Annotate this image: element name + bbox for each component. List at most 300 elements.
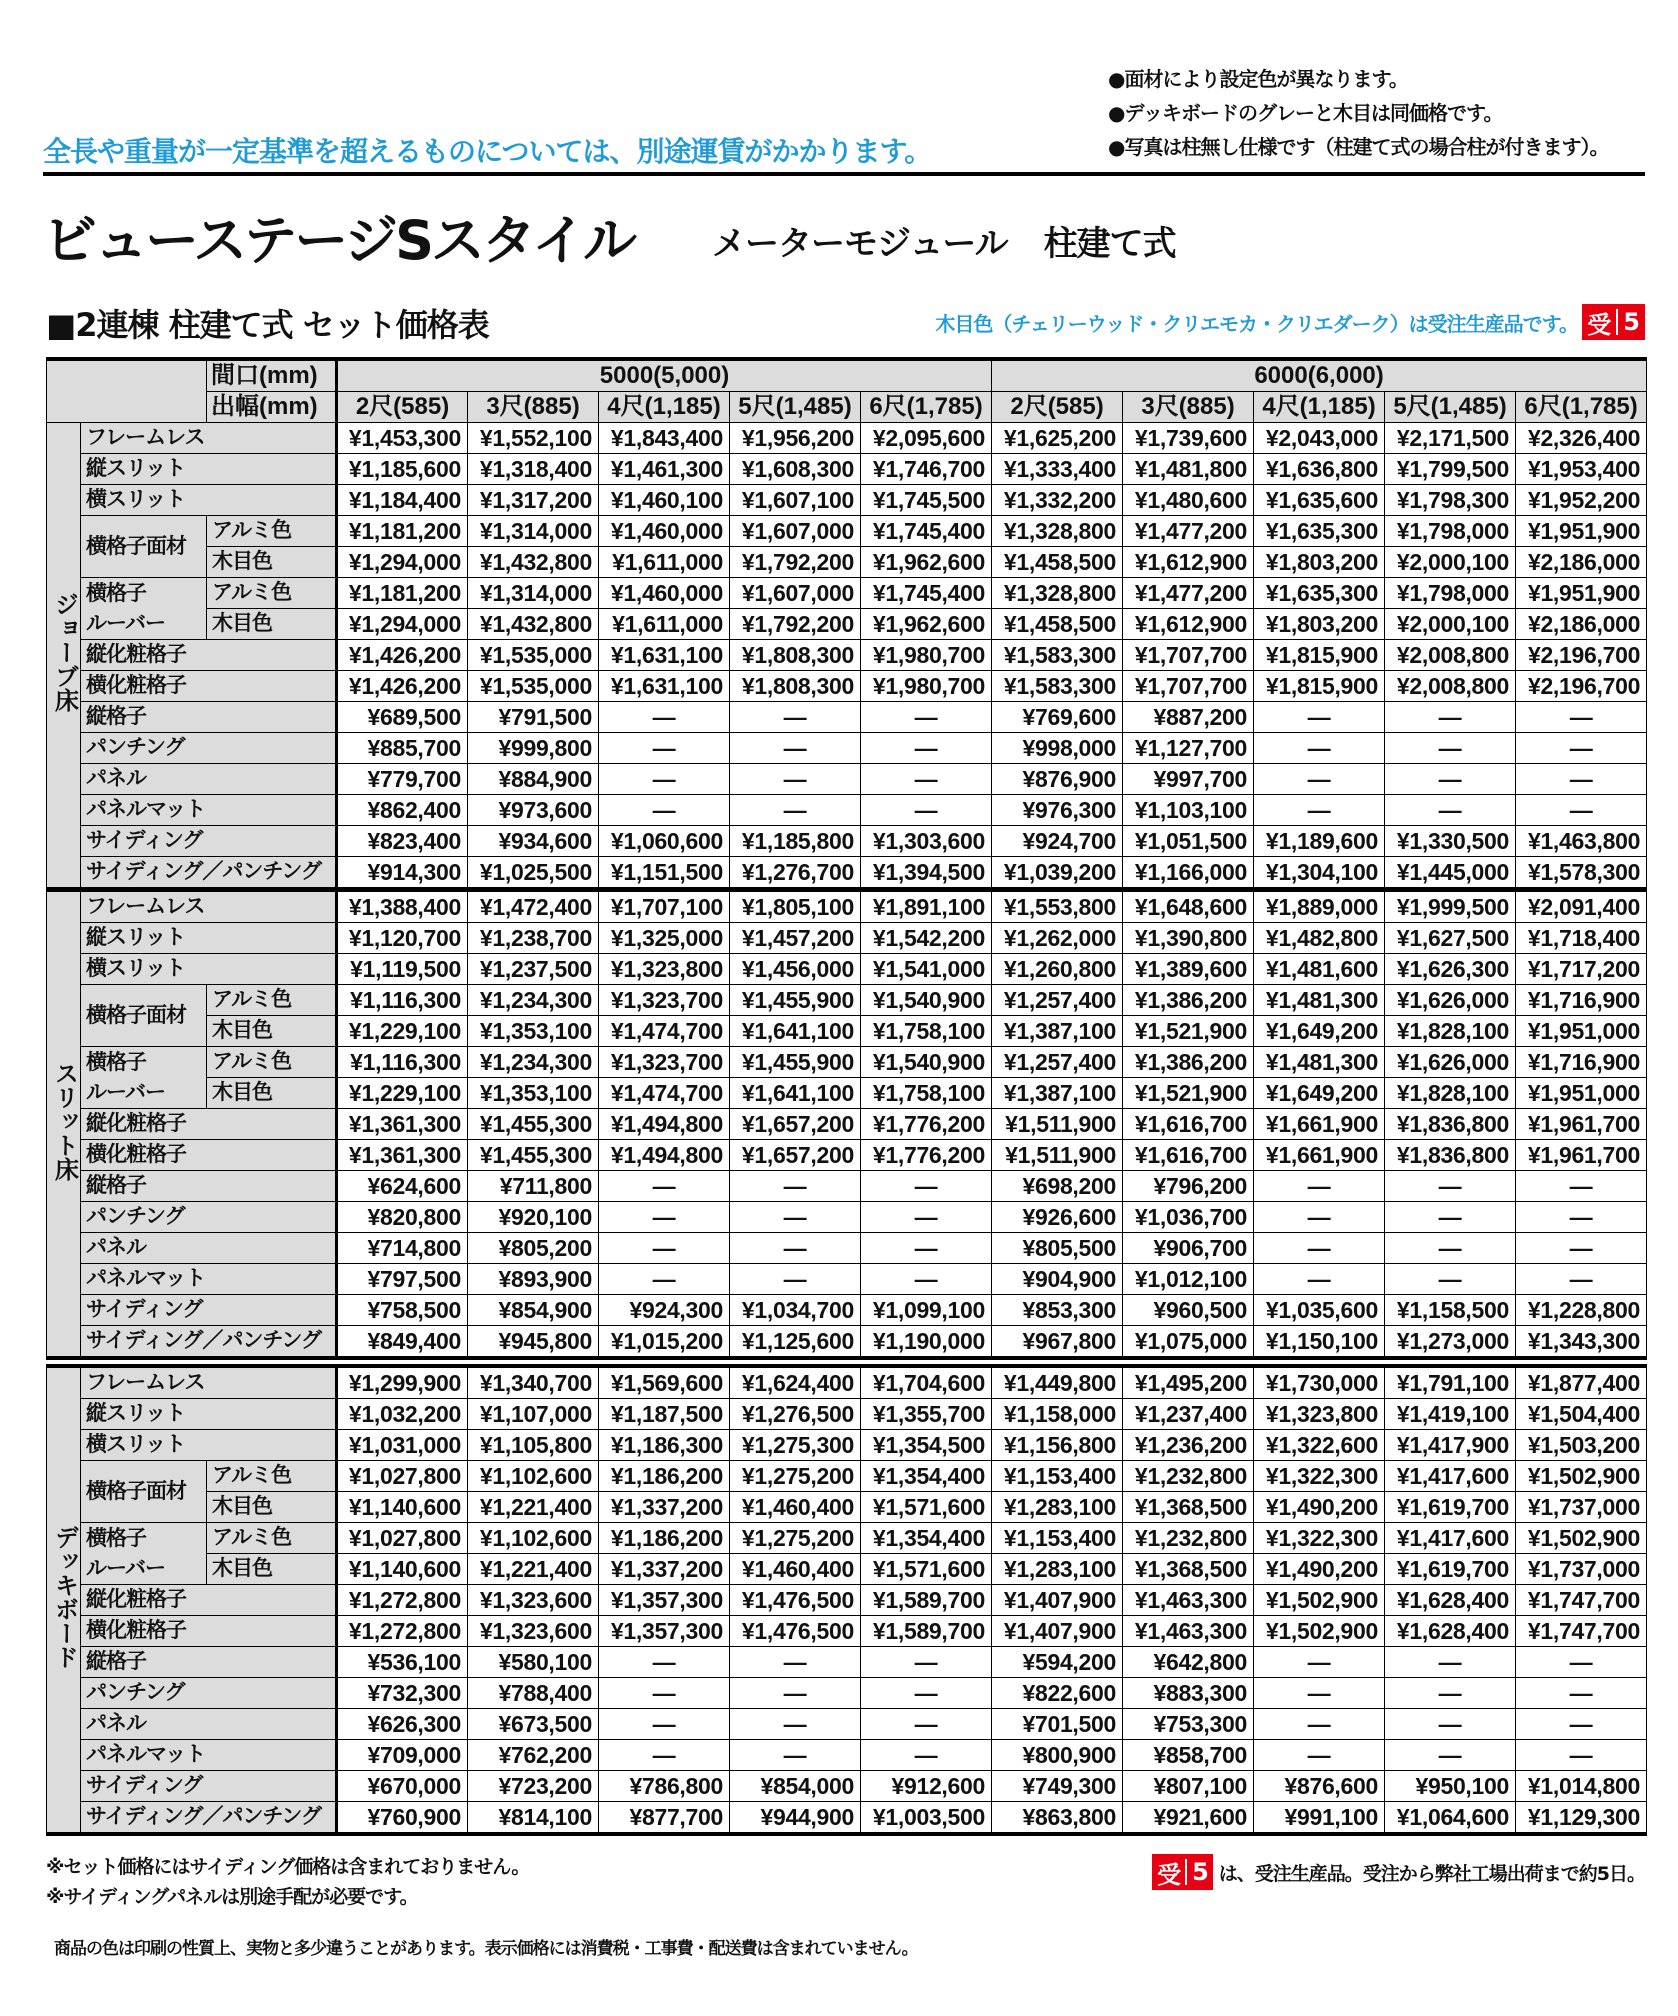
price-cell: ¥1,455,300 bbox=[468, 1109, 599, 1140]
price-cell: ¥1,474,700 bbox=[599, 1016, 730, 1047]
width-header: 6000(6,000) bbox=[992, 359, 1647, 392]
price-cell: — bbox=[861, 1709, 992, 1740]
price-cell: — bbox=[730, 1678, 861, 1709]
price-cell: ¥1,458,500 bbox=[992, 547, 1123, 578]
price-cell: — bbox=[730, 1740, 861, 1771]
price-cell: ¥1,463,800 bbox=[1516, 826, 1647, 857]
price-cell: ¥1,461,300 bbox=[599, 454, 730, 485]
price-cell: — bbox=[730, 733, 861, 764]
price-cell: ¥1,151,500 bbox=[599, 857, 730, 890]
price-cell: ¥1,260,800 bbox=[992, 954, 1123, 985]
price-cell: ¥1,273,000 bbox=[1385, 1326, 1516, 1359]
row-label: 縦スリット bbox=[81, 454, 337, 485]
price-cell: ¥1,075,000 bbox=[1123, 1326, 1254, 1359]
price-cell: ¥1,657,200 bbox=[730, 1109, 861, 1140]
price-cell: ¥1,027,800 bbox=[337, 1461, 468, 1492]
table-row bbox=[47, 1016, 1647, 1047]
row-group-label: 横格子面材 bbox=[81, 516, 207, 578]
price-cell: ¥1,116,300 bbox=[337, 1047, 468, 1078]
floor-type-text: ジョーブ床 bbox=[50, 591, 78, 712]
price-cell: ¥1,502,900 bbox=[1254, 1585, 1385, 1616]
price-cell: ¥967,800 bbox=[992, 1326, 1123, 1359]
table-row bbox=[47, 1616, 1647, 1647]
price-cell: ¥1,234,300 bbox=[468, 1047, 599, 1078]
price-cell: ¥1,060,600 bbox=[599, 826, 730, 857]
price-cell: ¥1,458,500 bbox=[992, 609, 1123, 640]
table-row bbox=[47, 516, 1647, 547]
price-cell: ¥1,460,400 bbox=[730, 1554, 861, 1585]
price-cell: ¥1,747,700 bbox=[1516, 1585, 1647, 1616]
price-cell: ¥1,980,700 bbox=[861, 640, 992, 671]
price-cell: ¥1,552,100 bbox=[468, 423, 599, 454]
row-label: 縦格子 bbox=[81, 702, 337, 733]
price-cell: ¥1,716,900 bbox=[1516, 1047, 1647, 1078]
price-cell: ¥1,390,800 bbox=[1123, 923, 1254, 954]
price-cell: ¥1,482,800 bbox=[1254, 923, 1385, 954]
price-cell: ¥1,540,900 bbox=[861, 985, 992, 1016]
price-cell: ¥823,400 bbox=[337, 826, 468, 857]
price-cell: ¥997,700 bbox=[1123, 764, 1254, 795]
price-cell: ¥991,100 bbox=[1254, 1802, 1385, 1835]
price-cell: — bbox=[1516, 795, 1647, 826]
price-cell: ¥1,951,000 bbox=[1516, 1016, 1647, 1047]
price-cell: ¥1,185,800 bbox=[730, 826, 861, 857]
price-cell: — bbox=[1385, 1202, 1516, 1233]
price-cell: ¥1,426,200 bbox=[337, 671, 468, 702]
price-cell: — bbox=[599, 1264, 730, 1295]
table-row bbox=[47, 1771, 1647, 1802]
table-row bbox=[47, 1233, 1647, 1264]
price-section-table bbox=[46, 1364, 1647, 1836]
price-cell: ¥1,626,000 bbox=[1385, 1047, 1516, 1078]
row-label: フレームレス bbox=[81, 423, 337, 454]
price-cell: ¥714,800 bbox=[337, 1233, 468, 1264]
price-cell: ¥1,158,500 bbox=[1385, 1295, 1516, 1326]
price-cell: ¥1,641,100 bbox=[730, 1078, 861, 1109]
price-cell: ¥1,027,800 bbox=[337, 1523, 468, 1554]
price-cell: ¥1,641,100 bbox=[730, 1016, 861, 1047]
row-label: パネル bbox=[81, 1233, 337, 1264]
price-cell: — bbox=[1254, 702, 1385, 733]
price-cell: — bbox=[1254, 1740, 1385, 1771]
price-cell: ¥1,189,600 bbox=[1254, 826, 1385, 857]
price-cell: ¥1,791,100 bbox=[1385, 1366, 1516, 1399]
row-sub-label: 木目色 bbox=[207, 1078, 337, 1109]
price-cell: — bbox=[1516, 1709, 1647, 1740]
price-cell: ¥1,503,200 bbox=[1516, 1430, 1647, 1461]
price-cell: ¥1,583,300 bbox=[992, 671, 1123, 702]
price-cell: ¥624,600 bbox=[337, 1171, 468, 1202]
price-cell: ¥1,571,600 bbox=[861, 1492, 992, 1523]
price-cell: ¥2,326,400 bbox=[1516, 423, 1647, 454]
price-cell: — bbox=[861, 1678, 992, 1709]
price-cell: ¥1,229,100 bbox=[337, 1078, 468, 1109]
price-cell: ¥1,511,900 bbox=[992, 1140, 1123, 1171]
price-cell: ¥1,237,500 bbox=[468, 954, 599, 985]
price-cell: — bbox=[730, 1264, 861, 1295]
price-cell: ¥1,156,800 bbox=[992, 1430, 1123, 1461]
price-cell: ¥1,612,900 bbox=[1123, 547, 1254, 578]
price-cell: ¥1,502,900 bbox=[1516, 1461, 1647, 1492]
price-cell: ¥1,619,700 bbox=[1385, 1492, 1516, 1523]
price-cell: ¥1,283,100 bbox=[992, 1492, 1123, 1523]
price-cell: ¥1,953,400 bbox=[1516, 454, 1647, 485]
projection-header: 5尺(1,485) bbox=[1385, 392, 1516, 423]
price-cell: ¥1,716,900 bbox=[1516, 985, 1647, 1016]
price-cell: ¥1,616,700 bbox=[1123, 1109, 1254, 1140]
price-cell: ¥1,140,600 bbox=[337, 1492, 468, 1523]
price-cell: ¥1,332,200 bbox=[992, 485, 1123, 516]
price-cell: ¥1,354,500 bbox=[861, 1430, 992, 1461]
price-cell: — bbox=[730, 764, 861, 795]
price-cell: ¥1,891,100 bbox=[861, 890, 992, 923]
price-cell: ¥1,636,800 bbox=[1254, 454, 1385, 485]
table-row bbox=[47, 1523, 1647, 1554]
price-cell: ¥1,649,200 bbox=[1254, 1016, 1385, 1047]
price-cell: ¥1,542,200 bbox=[861, 923, 992, 954]
projection-header: 3尺(885) bbox=[468, 392, 599, 423]
price-cell: — bbox=[1385, 733, 1516, 764]
price-cell: ¥1,353,100 bbox=[468, 1078, 599, 1109]
price-cell: ¥973,600 bbox=[468, 795, 599, 826]
price-cell: ¥1,541,000 bbox=[861, 954, 992, 985]
price-cell: ¥807,100 bbox=[1123, 1771, 1254, 1802]
price-cell: ¥944,900 bbox=[730, 1802, 861, 1835]
table-row bbox=[47, 857, 1647, 890]
price-cell: ¥950,100 bbox=[1385, 1771, 1516, 1802]
price-cell: ¥1,635,300 bbox=[1254, 516, 1385, 547]
price-cell: ¥753,300 bbox=[1123, 1709, 1254, 1740]
row-sub-label: アルミ色 bbox=[207, 1461, 337, 1492]
price-cell: ¥1,394,500 bbox=[861, 857, 992, 890]
price-cell: — bbox=[1254, 1202, 1385, 1233]
price-cell: ¥1,657,200 bbox=[730, 1140, 861, 1171]
price-cell: ¥1,631,100 bbox=[599, 671, 730, 702]
price-cell: ¥1,495,200 bbox=[1123, 1366, 1254, 1399]
row-sub-label: 木目色 bbox=[207, 1554, 337, 1585]
price-cell: ¥1,490,200 bbox=[1254, 1492, 1385, 1523]
price-cell: ¥1,232,800 bbox=[1123, 1523, 1254, 1554]
price-cell: — bbox=[1385, 1709, 1516, 1740]
price-cell: ¥1,494,800 bbox=[599, 1109, 730, 1140]
price-cell: ¥1,999,500 bbox=[1385, 890, 1516, 923]
price-cell: ¥1,808,300 bbox=[730, 671, 861, 702]
badge-right: 5 bbox=[1623, 308, 1640, 336]
price-cell: ¥849,400 bbox=[337, 1326, 468, 1359]
price-cell: ¥1,432,800 bbox=[468, 609, 599, 640]
price-cell: ¥1,343,300 bbox=[1516, 1326, 1647, 1359]
price-cell: ¥1,236,200 bbox=[1123, 1430, 1254, 1461]
price-cell: ¥1,318,400 bbox=[468, 454, 599, 485]
price-cell: ¥1,361,300 bbox=[337, 1109, 468, 1140]
price-cell: ¥1,407,900 bbox=[992, 1585, 1123, 1616]
price-cell: ¥1,798,000 bbox=[1385, 578, 1516, 609]
price-cell: ¥1,504,400 bbox=[1516, 1399, 1647, 1430]
price-cell: ¥1,361,300 bbox=[337, 1140, 468, 1171]
price-cell: ¥1,961,700 bbox=[1516, 1109, 1647, 1140]
table-row bbox=[47, 1740, 1647, 1771]
price-cell: ¥2,091,400 bbox=[1516, 890, 1647, 923]
price-cell: — bbox=[861, 795, 992, 826]
price-cell: ¥1,272,800 bbox=[337, 1616, 468, 1647]
table-row bbox=[47, 640, 1647, 671]
price-cell: ¥1,426,200 bbox=[337, 640, 468, 671]
price-cell: ¥1,758,100 bbox=[861, 1078, 992, 1109]
price-cell: ¥594,200 bbox=[992, 1647, 1123, 1678]
price-cell: ¥1,368,500 bbox=[1123, 1554, 1254, 1585]
table-row bbox=[47, 609, 1647, 640]
price-cell: ¥1,153,400 bbox=[992, 1461, 1123, 1492]
row-label: フレームレス bbox=[81, 890, 337, 923]
price-cell: ¥1,323,700 bbox=[599, 1047, 730, 1078]
price-cell: ¥796,200 bbox=[1123, 1171, 1254, 1202]
price-cell: — bbox=[599, 1740, 730, 1771]
projection-header: 6尺(1,785) bbox=[861, 392, 992, 423]
row-label: パネル bbox=[81, 1709, 337, 1740]
row-group-label: 横格子面材 bbox=[81, 1461, 207, 1523]
row-label: サイディング／パンチング bbox=[81, 857, 337, 890]
price-cell: — bbox=[599, 1709, 730, 1740]
table-row bbox=[47, 547, 1647, 578]
price-cell: — bbox=[1385, 764, 1516, 795]
price-cell: ¥1,119,500 bbox=[337, 954, 468, 985]
row-label: 縦化粧格子 bbox=[81, 1585, 337, 1616]
price-cell: — bbox=[599, 764, 730, 795]
price-cell: ¥1,952,200 bbox=[1516, 485, 1647, 516]
price-cell: ¥1,187,500 bbox=[599, 1399, 730, 1430]
row-label: パネルマット bbox=[81, 1740, 337, 1771]
price-cell: ¥1,032,200 bbox=[337, 1399, 468, 1430]
price-cell: ¥670,000 bbox=[337, 1771, 468, 1802]
price-cell: ¥1,186,200 bbox=[599, 1523, 730, 1554]
price-cell: ¥1,476,500 bbox=[730, 1616, 861, 1647]
projection-label: 出幅(mm) bbox=[207, 392, 337, 423]
price-cell: ¥1,387,100 bbox=[992, 1016, 1123, 1047]
table-row bbox=[47, 671, 1647, 702]
table-row bbox=[47, 1585, 1647, 1616]
made-to-order-badge bbox=[1582, 304, 1645, 340]
price-cell: ¥791,500 bbox=[468, 702, 599, 733]
price-cell: ¥536,100 bbox=[337, 1647, 468, 1678]
price-cell: ¥1,120,700 bbox=[337, 923, 468, 954]
price-cell: — bbox=[730, 1202, 861, 1233]
price-cell: ¥1,386,200 bbox=[1123, 985, 1254, 1016]
price-cell: ¥1,275,200 bbox=[730, 1523, 861, 1554]
price-cell: ¥2,186,000 bbox=[1516, 547, 1647, 578]
footer-note: ※セット価格にはサイディング価格は含まれておりません。 bbox=[46, 1856, 530, 1878]
price-cell: ¥1,747,700 bbox=[1516, 1616, 1647, 1647]
table-row bbox=[47, 1109, 1647, 1140]
price-cell: ¥926,600 bbox=[992, 1202, 1123, 1233]
price-cell: ¥797,500 bbox=[337, 1264, 468, 1295]
price-cell: ¥1,181,200 bbox=[337, 516, 468, 547]
table-row bbox=[47, 454, 1647, 485]
table-row bbox=[47, 1295, 1647, 1326]
badge-explanation: は、受注生産品。受注から弊社工場出荷まで約5日。 bbox=[1218, 1862, 1645, 1885]
price-cell: ¥1,368,500 bbox=[1123, 1492, 1254, 1523]
price-cell: ¥1,828,100 bbox=[1385, 1016, 1516, 1047]
price-cell: ¥1,386,200 bbox=[1123, 1047, 1254, 1078]
price-cell: ¥1,828,100 bbox=[1385, 1078, 1516, 1109]
price-cell: — bbox=[1516, 764, 1647, 795]
price-cell: — bbox=[1516, 1264, 1647, 1295]
price-cell: ¥876,600 bbox=[1254, 1771, 1385, 1802]
price-cell: — bbox=[599, 1171, 730, 1202]
price-cell: ¥1,707,100 bbox=[599, 890, 730, 923]
price-cell: ¥1,036,700 bbox=[1123, 1202, 1254, 1233]
price-cell: ¥1,303,600 bbox=[861, 826, 992, 857]
price-cell: ¥749,300 bbox=[992, 1771, 1123, 1802]
floor-type-text: デッキボード bbox=[50, 1524, 78, 1669]
table-row bbox=[47, 1647, 1647, 1678]
price-cell: ¥1,357,300 bbox=[599, 1616, 730, 1647]
price-cell: ¥912,600 bbox=[861, 1771, 992, 1802]
row-label: 横化粧格子 bbox=[81, 1140, 337, 1171]
footer-badge-note bbox=[1152, 1854, 1645, 1890]
price-cell: ¥883,300 bbox=[1123, 1678, 1254, 1709]
note: ●写真は柱無し仕様です（柱建て式の場合柱が付きます）。 bbox=[1108, 135, 1609, 159]
price-cell: ¥1,407,900 bbox=[992, 1616, 1123, 1647]
price-cell: ¥2,196,700 bbox=[1516, 671, 1647, 702]
price-cell: ¥1,798,300 bbox=[1385, 485, 1516, 516]
price-cell: — bbox=[1385, 1678, 1516, 1709]
price-cell: ¥1,962,600 bbox=[861, 609, 992, 640]
table-row bbox=[47, 1326, 1647, 1359]
price-cell: ¥1,234,300 bbox=[468, 985, 599, 1016]
price-cell: ¥1,707,700 bbox=[1123, 640, 1254, 671]
price-cell: ¥1,502,900 bbox=[1516, 1523, 1647, 1554]
projection-header: 5尺(1,485) bbox=[730, 392, 861, 423]
price-cell: ¥1,511,900 bbox=[992, 1109, 1123, 1140]
price-cell: ¥1,625,200 bbox=[992, 423, 1123, 454]
projection-header: 3尺(885) bbox=[1123, 392, 1254, 423]
table-row bbox=[47, 1461, 1647, 1492]
price-cell: ¥1,322,600 bbox=[1254, 1430, 1385, 1461]
row-group-label: 横格子 ルーバー bbox=[81, 1047, 207, 1109]
price-cell: ¥1,836,800 bbox=[1385, 1109, 1516, 1140]
price-cell: ¥1,961,700 bbox=[1516, 1140, 1647, 1171]
price-cell: ¥1,299,900 bbox=[337, 1366, 468, 1399]
table-row bbox=[47, 1140, 1647, 1171]
price-cell: ¥820,800 bbox=[337, 1202, 468, 1233]
row-label: サイディング bbox=[81, 1295, 337, 1326]
price-cell: — bbox=[599, 702, 730, 733]
badge-right: 5 bbox=[1192, 1858, 1208, 1886]
price-cell: ¥1,776,200 bbox=[861, 1140, 992, 1171]
price-cell: ¥1,228,800 bbox=[1516, 1295, 1647, 1326]
price-cell: ¥904,900 bbox=[992, 1264, 1123, 1295]
price-cell: ¥887,200 bbox=[1123, 702, 1254, 733]
note: ●面材により設定色が異なります。 bbox=[1108, 67, 1408, 91]
price-cell: ¥1,792,200 bbox=[730, 609, 861, 640]
row-sub-label: アルミ色 bbox=[207, 985, 337, 1016]
price-cell: ¥1,798,000 bbox=[1385, 516, 1516, 547]
price-cell: ¥1,589,700 bbox=[861, 1585, 992, 1616]
price-cell: — bbox=[861, 1264, 992, 1295]
price-cell: ¥914,300 bbox=[337, 857, 468, 890]
price-cell: ¥1,481,300 bbox=[1254, 1047, 1385, 1078]
price-cell: ¥1,980,700 bbox=[861, 671, 992, 702]
price-cell: — bbox=[1385, 1647, 1516, 1678]
price-cell: ¥976,300 bbox=[992, 795, 1123, 826]
price-cell: ¥1,455,900 bbox=[730, 985, 861, 1016]
price-cell: ¥1,012,100 bbox=[1123, 1264, 1254, 1295]
price-cell: ¥1,718,400 bbox=[1516, 923, 1647, 954]
price-cell: ¥1,631,100 bbox=[599, 640, 730, 671]
price-cell: — bbox=[1254, 1678, 1385, 1709]
row-label: パンチング bbox=[81, 1678, 337, 1709]
price-cell: ¥2,171,500 bbox=[1385, 423, 1516, 454]
price-cell: ¥1,540,900 bbox=[861, 1047, 992, 1078]
price-cell: ¥2,008,800 bbox=[1385, 671, 1516, 702]
table-row bbox=[47, 764, 1647, 795]
price-cell: ¥1,481,300 bbox=[1254, 985, 1385, 1016]
price-cell: ¥1,792,200 bbox=[730, 547, 861, 578]
price-cell: ¥762,200 bbox=[468, 1740, 599, 1771]
price-cell: — bbox=[1254, 1171, 1385, 1202]
price-cell: ¥1,328,800 bbox=[992, 516, 1123, 547]
price-cell: ¥1,262,000 bbox=[992, 923, 1123, 954]
price-cell: ¥998,000 bbox=[992, 733, 1123, 764]
price-cell: ¥769,600 bbox=[992, 702, 1123, 733]
price-cell: ¥2,186,000 bbox=[1516, 609, 1647, 640]
row-label: 縦格子 bbox=[81, 1171, 337, 1202]
price-cell: ¥788,400 bbox=[468, 1678, 599, 1709]
price-cell: ¥1,276,500 bbox=[730, 1399, 861, 1430]
price-cell: ¥960,500 bbox=[1123, 1295, 1254, 1326]
table-row bbox=[47, 485, 1647, 516]
price-cell: ¥1,323,600 bbox=[468, 1585, 599, 1616]
price-cell: ¥723,200 bbox=[468, 1771, 599, 1802]
price-cell: ¥732,300 bbox=[337, 1678, 468, 1709]
price-cell: ¥1,502,900 bbox=[1254, 1616, 1385, 1647]
price-cell: ¥884,900 bbox=[468, 764, 599, 795]
price-cell: ¥689,500 bbox=[337, 702, 468, 733]
price-cell: ¥701,500 bbox=[992, 1709, 1123, 1740]
price-cell: ¥1,272,800 bbox=[337, 1585, 468, 1616]
price-cell: ¥1,803,200 bbox=[1254, 609, 1385, 640]
price-cell: ¥921,600 bbox=[1123, 1802, 1254, 1835]
row-label: パネルマット bbox=[81, 1264, 337, 1295]
price-cell: ¥1,186,200 bbox=[599, 1461, 730, 1492]
header-row bbox=[47, 392, 1647, 423]
row-sub-label: 木目色 bbox=[207, 1492, 337, 1523]
price-cell: ¥1,388,400 bbox=[337, 890, 468, 923]
price-cell: ¥758,500 bbox=[337, 1295, 468, 1326]
row-sub-label: アルミ色 bbox=[207, 516, 337, 547]
price-cell: ¥1,129,300 bbox=[1516, 1802, 1647, 1835]
price-cell: ¥1,480,600 bbox=[1123, 485, 1254, 516]
price-cell: ¥1,125,600 bbox=[730, 1326, 861, 1359]
price-cell: ¥1,445,000 bbox=[1385, 857, 1516, 890]
subtitle-module: メーターモジュール bbox=[712, 224, 1008, 264]
price-cell: ¥1,745,400 bbox=[861, 516, 992, 547]
table-row bbox=[47, 1802, 1647, 1835]
price-cell: ¥999,800 bbox=[468, 733, 599, 764]
price-cell: ¥1,232,800 bbox=[1123, 1461, 1254, 1492]
price-cell: ¥1,521,900 bbox=[1123, 1016, 1254, 1047]
row-group-label: 横格子 ルーバー bbox=[81, 578, 207, 640]
price-cell: ¥1,607,100 bbox=[730, 485, 861, 516]
price-cell: ¥1,034,700 bbox=[730, 1295, 861, 1326]
price-cell: ¥805,500 bbox=[992, 1233, 1123, 1264]
price-cell: ¥1,322,300 bbox=[1254, 1461, 1385, 1492]
row-label: サイディング bbox=[81, 1771, 337, 1802]
price-cell: ¥1,181,200 bbox=[337, 578, 468, 609]
price-cell: ¥1,276,700 bbox=[730, 857, 861, 890]
table-row bbox=[47, 702, 1647, 733]
price-cell: — bbox=[599, 1678, 730, 1709]
